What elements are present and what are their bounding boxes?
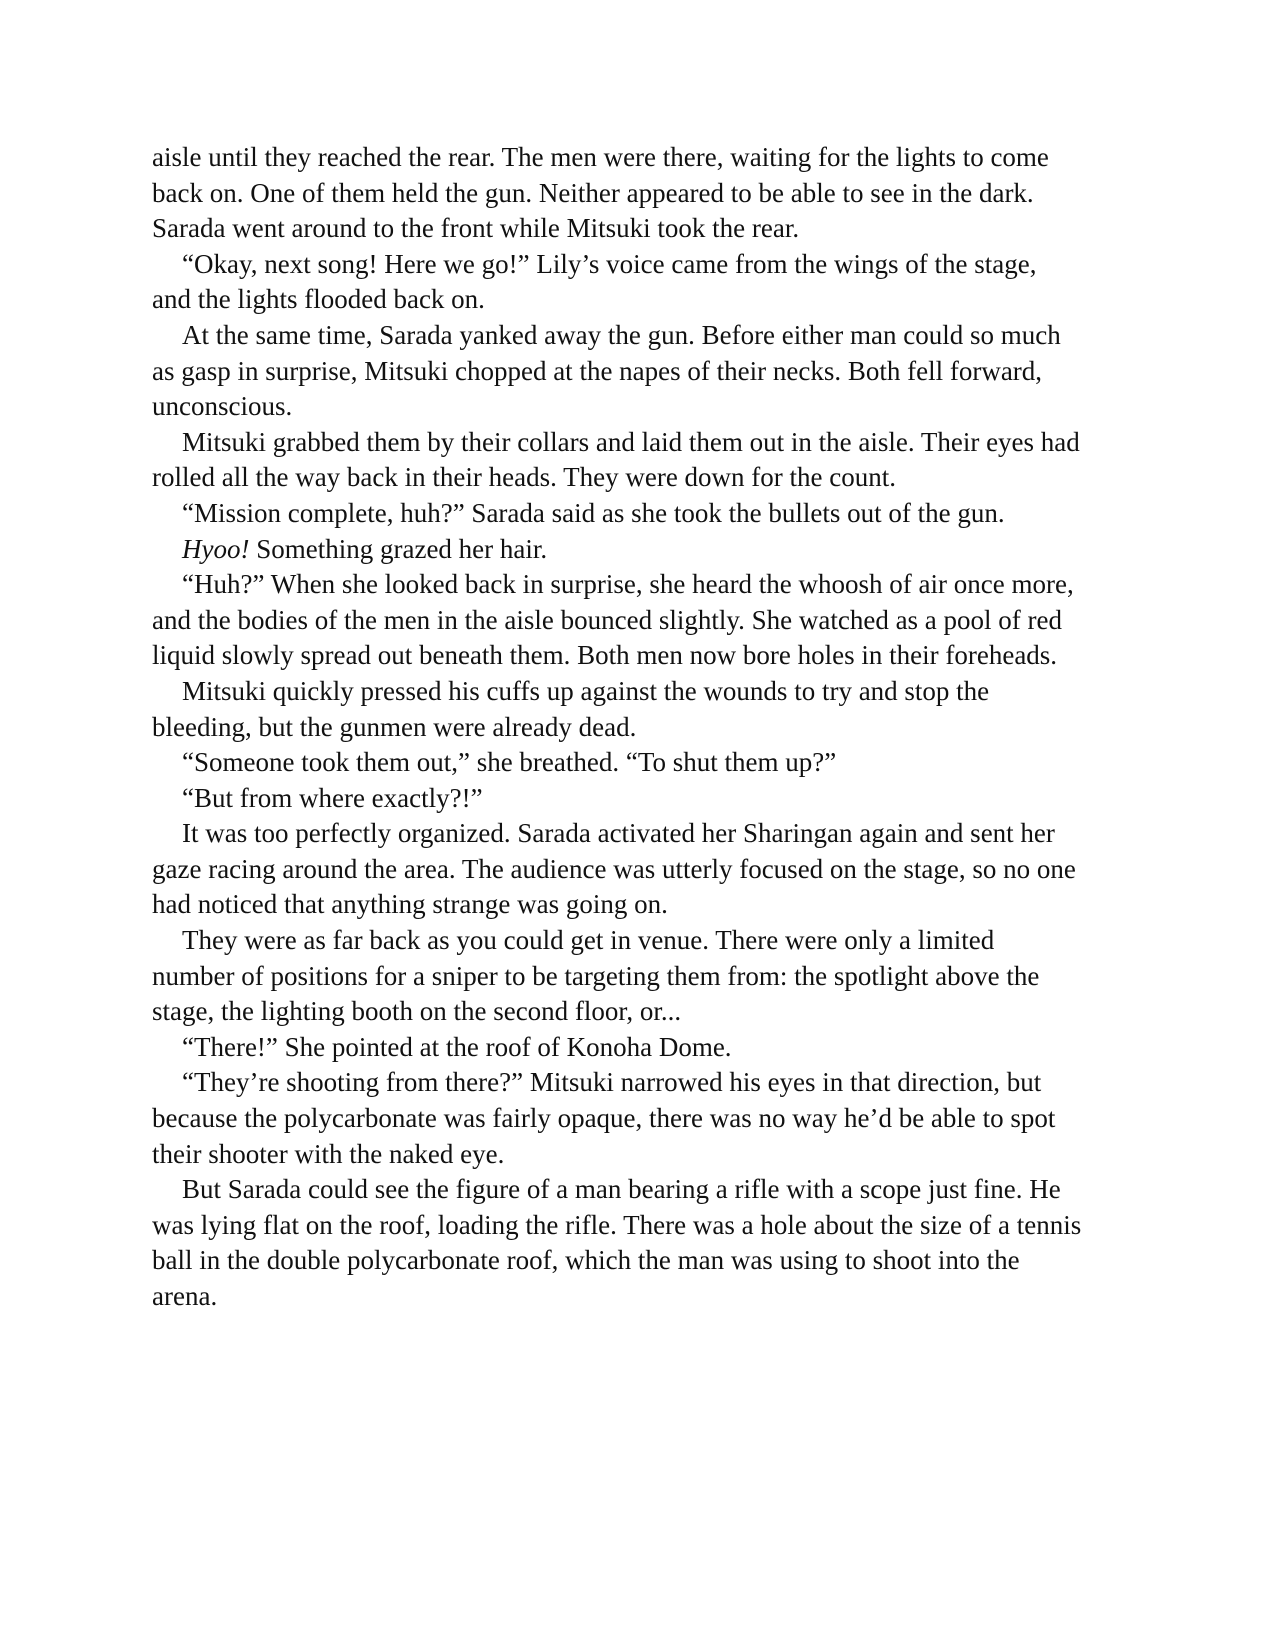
paragraph: At the same time, Sarada yanked away the gun. Before either man could so much as gasp in surprise, Mitsuki chopped at the napes of their necks. Both fell forward, unconscious. [152, 319, 1061, 422]
paragraph [152, 532, 1082, 568]
paragraph: aisle until they reached the rear. The men were there, waiting for the lights to come back on. One of them held the gun. Neither appeared to be able to see in the dark. Sarada went around to the front while Mitsuki took the rear. [152, 142, 1049, 244]
paragraph: “Mission complete, huh?” Sarada said as she took the bullets out of the gun. [182, 497, 1005, 528]
paragraph: “There!” She pointed at the roof of Konoha Dome. [182, 1031, 732, 1062]
paragraph: “Okay, next song! Here we go!” Lily’s voice came from the wings of the stage, and the lights flooded back on. [152, 248, 1037, 315]
page-body [152, 140, 1082, 1315]
paragraph: “Huh?” When she looked back in surprise, she heard the whoosh of air once more, and the bodies of the men in the aisle bounced slightly. She watched as a pool of red liquid slowly spread out beneath them. Both men now bore holes in their foreheads. [152, 569, 1074, 671]
paragraph-text: Something grazed her hair. [249, 533, 548, 564]
paragraph: “They’re shooting from there?” Mitsuki narrowed his eyes in that direction, but because the polycarbonate was fairly opaque, there was no way he’d be able to spot their shooter with the naked eye. [152, 1067, 1056, 1169]
paragraph: They were as far back as you could get in venue. There were only a limited number of positions for a sniper to be targeting them from: the spotlight above the stage, the lighting booth on the second floor, or... [152, 925, 1040, 1027]
paragraph: Mitsuki quickly pressed his cuffs up against the wounds to try and stop the bleeding, but the gunmen were already dead. [152, 675, 990, 742]
paragraph: It was too perfectly organized. Sarada activated her Sharingan again and sent her gaze racing around the area. The audience was utterly focused on the stage, so no one had noticed that anything strange was going on. [152, 818, 1076, 920]
paragraph: “But from where exactly?!” [182, 782, 483, 813]
paragraph: But Sarada could see the figure of a man bearing a rifle with a scope just fine. He was lying flat on the roof, loading the rifle. There was a hole about the size of a tennis ball in the double polycarbonate roof, which the man was using to shoot into the arena. [152, 1174, 1082, 1311]
italic-sound-effect: Hyoo! [182, 533, 250, 564]
paragraph: “Someone took them out,” she breathed. “To shut them up?” [182, 747, 837, 778]
paragraph: Mitsuki grabbed them by their collars and laid them out in the aisle. Their eyes had rolled all the way back in their heads. They were down for the count. [152, 426, 1080, 493]
